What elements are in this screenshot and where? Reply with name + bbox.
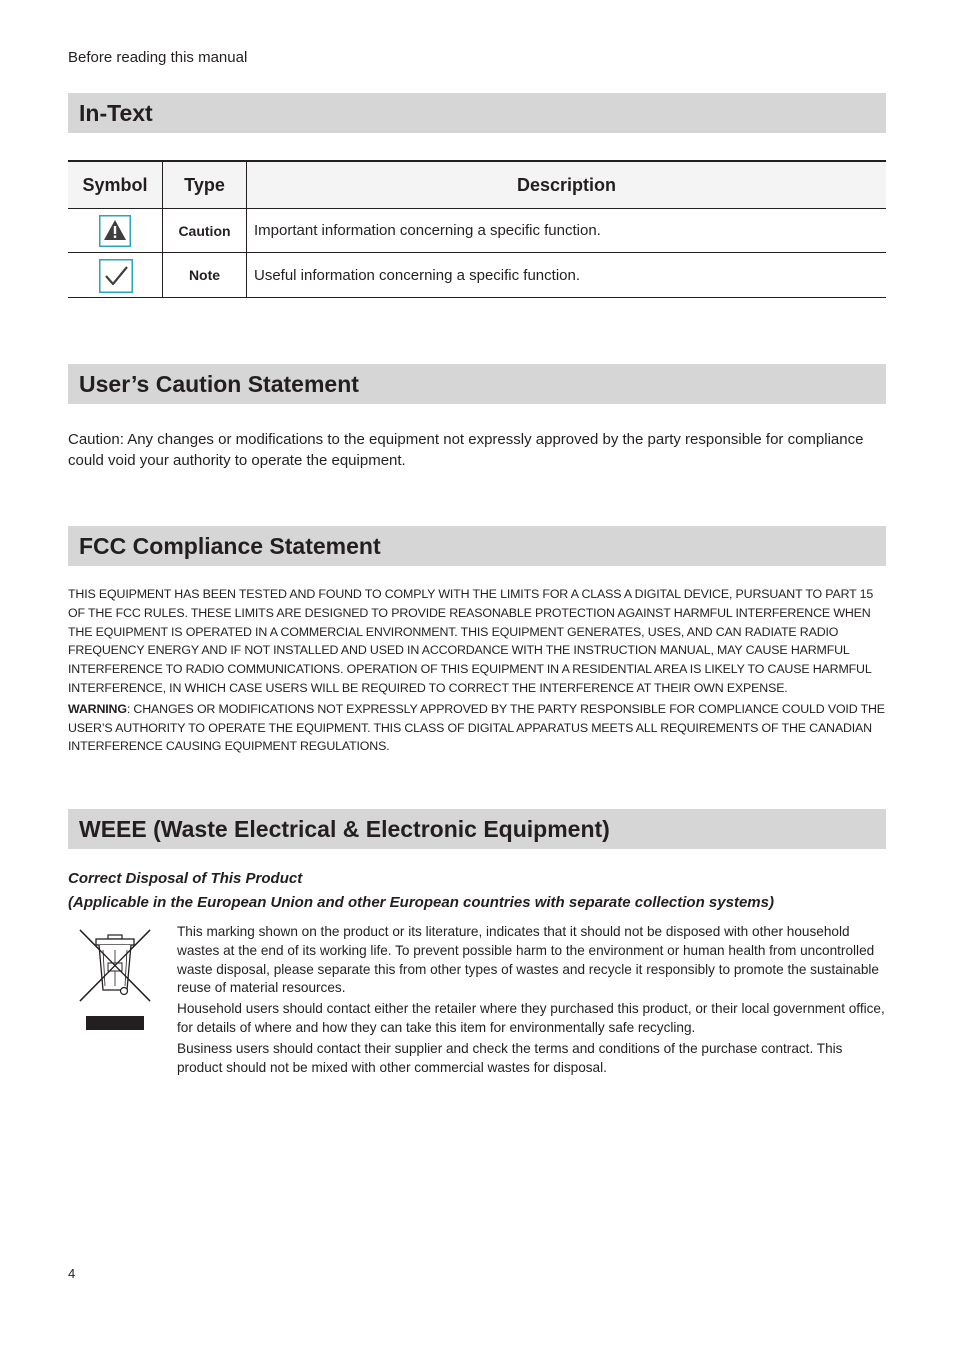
section-title-fcc: FCC Compliance Statement bbox=[68, 526, 886, 566]
weee-paragraph: Business users should contact their supplier and check the terms and conditions of the purchase contract. This product should not be mixed with other commercial wastes for disposal. bbox=[177, 1040, 843, 1075]
section-title-weee: WEEE (Waste Electrical & Electronic Equipment) bbox=[68, 809, 886, 849]
column-header-type: Type bbox=[163, 161, 247, 209]
column-header-symbol: Symbol bbox=[68, 161, 163, 209]
type-cell: Caution bbox=[163, 209, 247, 253]
weee-scope-note: (Applicable in the European Union and other European countries with separate collection systems) bbox=[68, 894, 774, 911]
weee-paragraph: This marking shown on the product or its literature, indicates that it should not be disposed with other household wastes at the end of its working life. To prevent possible harm to the environment or human health from uncontrolled waste disposal, please separate this from other types of wastes and recycle it responsibly to promote the sustainable reuse of material resources. bbox=[177, 924, 879, 996]
crossed-out-bin-icon bbox=[78, 928, 152, 1032]
table-row bbox=[68, 209, 886, 253]
warning-label: WARNING bbox=[68, 701, 127, 716]
note-icon bbox=[99, 259, 131, 291]
symbol-table bbox=[68, 160, 886, 298]
weee-paragraph: Household users should contact either the retailer where they purchased this product, or their local government office, for details of where and how they can take this item for environmentally safe recycling. bbox=[177, 1001, 885, 1035]
table-header-row bbox=[68, 161, 886, 209]
caution-paragraph: Caution: Any changes or modifications to the equipment not expressly approved by the party responsible for compliance could void your authority to operate the equipment. bbox=[68, 431, 864, 469]
description-cell: Useful information concerning a specific function. bbox=[247, 253, 887, 298]
page-number: 4 bbox=[68, 1266, 76, 1281]
weee-subtitle: Correct Disposal of This Product bbox=[68, 870, 303, 887]
table-row bbox=[68, 253, 886, 298]
fcc-statement bbox=[68, 585, 888, 756]
section-title-in-text: In-Text bbox=[68, 93, 886, 133]
caution-icon bbox=[99, 215, 131, 247]
column-header-description: Description bbox=[247, 161, 887, 209]
weee-text bbox=[177, 923, 887, 1079]
section-title-caution: User’s Caution Statement bbox=[68, 364, 886, 404]
fcc-warning-paragraph bbox=[68, 700, 888, 756]
fcc-paragraph: THIS EQUIPMENT HAS BEEN TESTED AND FOUND TO COMPLY WITH THE LIMITS FOR A CLASS A DIGITAL DEVICE, PURSUANT TO PART 15 OF THE FCC RULES. THESE LIMITS ARE DESIGNED TO PROVIDE REASONABLE PROTECTION AGAINST HARMFUL INTERFERENCE WHEN THE EQUIPMENT IS OPERATED IN A COMMERCIAL ENVIRONMENT. THIS EQUIPMENT GENERATES, USES, AND CAN RADIATE RADIO FREQUENCY ENERGY AND IF NOT INSTALLED AND USED IN ACCORDANCE WITH THE INSTRUCTION MANUAL, MAY CAUSE HARMFUL INTERFERENCE TO RADIO COMMUNICATIONS. OPERATION OF THIS EQUIPMENT IN A RESIDENTIAL AREA IS LIKELY TO CAUSE HARMFUL INTERFERENCE, IN WHICH CASE USERS WILL BE REQUIRED TO CORRECT THE INTERFERENCE AT THEIR OWN EXPENSE. bbox=[68, 587, 874, 695]
running-header: Before reading this manual bbox=[68, 49, 248, 66]
description-cell: Important information concerning a specific function. bbox=[247, 209, 887, 253]
warning-text: : CHANGES OR MODIFICATIONS NOT EXPRESSLY APPROVED BY THE PARTY RESPONSIBLE FOR COMPLIANCE COULD VOID THE USER’S AUTHORITY TO OPERATE THE EQUIPMENT. THIS CLASS OF DIGITAL APPARATUS MEETS ALL REQUIREMENTS OF THE CANADIAN INTERFERENCE CAUSING EQUIPMENT REGULATIONS. bbox=[68, 701, 885, 754]
type-cell: Note bbox=[163, 253, 247, 298]
